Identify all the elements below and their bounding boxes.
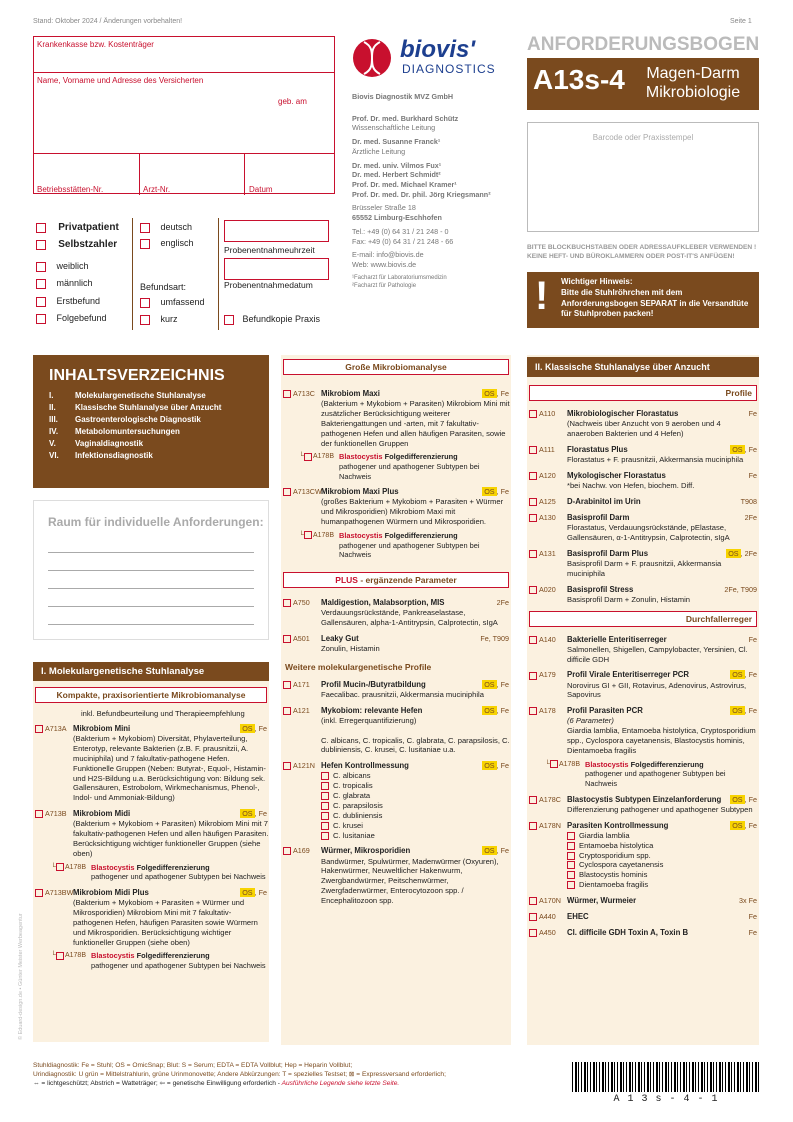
- hefen-option: C. dubliniensis: [321, 811, 511, 821]
- item-a713c[interactable]: A713C OS , Fe Mikrobiom Maxi (Bakterium + Mykobiom + Parasiten) Mikrobiom Mini mit zusätzlicher Berücksichtigung weiterer Bakteriengattungen und -arten, mit 7 fakultativ-pathogenen Hefen und allen häufigen Parasiten, sowie der funktionellen Gruppen: [281, 389, 511, 448]
- umfassend-option[interactable]: umfassend: [140, 297, 205, 308]
- dna-icon: [352, 36, 392, 80]
- toc-item[interactable]: I. Molekulargenetische Stuhlanalyse: [49, 391, 206, 400]
- plus-title: PLUS - ergänzende Parameter: [283, 572, 509, 588]
- checkbox[interactable]: [321, 822, 329, 830]
- lab-info: [352, 92, 512, 290]
- toc-item[interactable]: III. Gastroenterologische Diagnostik: [49, 415, 201, 424]
- checkbox[interactable]: [550, 760, 558, 768]
- form-title: ANFORDERUNGSBOGEN: [527, 34, 760, 55]
- parasit-option: Blastocystis hominis: [567, 870, 759, 880]
- profile-title: Profile: [529, 385, 757, 401]
- lab-p2r: Ärztliche Leitung: [352, 146, 406, 156]
- hefen-list: [321, 771, 511, 840]
- lab-fn2: ²Facharzt für Pathologie: [352, 282, 417, 289]
- checkbox[interactable]: [321, 782, 329, 790]
- legend-line-1: Stuhldiagnostik: Fe = Stuhl; OS = OmicSnap; Blut: S = Serum; EDTA = EDTA Vollblut; Hep = Heparin Vollblut;: [33, 1062, 353, 1069]
- item-a131[interactable]: A131 OS , 2Fe Basisprofil Darm Plus Basisprofil Darm + F. prausnitzii, Akkermansia muciniphila: [527, 549, 759, 579]
- checkbox[interactable]: [304, 453, 312, 461]
- toc-item[interactable]: V. Vaginaldiagnostik: [49, 439, 144, 448]
- form-topic-2: Mikrobiologie: [645, 84, 741, 102]
- checkbox[interactable]: [529, 672, 537, 680]
- checkbox[interactable]: [283, 599, 291, 607]
- item-a501[interactable]: A501 Fe, T909 Leaky Gut Zonulin, Histamin: [281, 634, 511, 654]
- hefen-option: C. tropicalis: [321, 781, 511, 791]
- lab-p6: Prof. Dr. med. Dr. phil. Jörg Kriegsmann²: [352, 189, 491, 199]
- sec3-column: [527, 355, 759, 1045]
- item-a713a[interactable]: A713A OS , Fe Mikrobiom Mini (Bakterium + Mykobiom) Diversität, Phylaverteilung, Enterotyp, relevante Bakterien (z.B. F. prausnitzii, A. muciniphila) und 7 fakultativ-pathogene Hefen. Funktionelle Gruppen (Neben: Butyrat-, Equol-, Histamin- und H2S-Bildung u.a. Berücksichtigung von: Bildung sek. Gallensäuren, Estrobolom, Wirkmechanismus, Phenol-, Indol- und Ammoniak-Bildung): [33, 724, 269, 803]
- item-a020[interactable]: A020 2Fe, T909 Basisprofil Stress Basisprofil Darm + Zonulin, Histamin: [527, 585, 759, 605]
- name-label: Name, Vorname und Adresse des Versicherten: [37, 76, 204, 85]
- geb-label: geb. am: [278, 97, 307, 106]
- englisch-checkbox[interactable]: [140, 239, 150, 249]
- lab-p2: Dr. med. Susanne Franck¹: [352, 137, 441, 147]
- pdatum-field[interactable]: [224, 258, 329, 280]
- lab-web[interactable]: Web: www.biovis.de: [352, 260, 417, 270]
- sec1-sub: Kompakte, praxisorientierte Mikrobiomanalyse: [35, 687, 267, 703]
- weiblich-checkbox[interactable]: [36, 262, 46, 272]
- toc-item[interactable]: VI. Infektionsdiagnostik: [49, 451, 153, 460]
- barcode: [572, 1062, 760, 1092]
- checkbox[interactable]: [283, 390, 291, 398]
- toc-box: [33, 355, 269, 488]
- umfassend-checkbox[interactable]: [140, 298, 150, 308]
- checkbox[interactable]: [283, 847, 291, 855]
- checkbox[interactable]: [283, 635, 291, 643]
- toc-item[interactable]: II. Klassische Stuhlanalyse über Anzucht: [49, 403, 222, 412]
- barcode-label: Barcode oder Praxisstempel: [592, 133, 694, 142]
- checkbox[interactable]: [529, 913, 537, 921]
- hint-content: [561, 277, 753, 320]
- hefen-option: C. krusei: [321, 821, 511, 831]
- item-a171[interactable]: A171 OS , Fe Profil Mucin-/Butyratbildung Faecalibac. prausnitzii, Akkermansia muciniphila: [281, 680, 511, 700]
- hefen-option: C. glabrata: [321, 791, 511, 801]
- maennlich-checkbox[interactable]: [36, 279, 46, 289]
- checkbox[interactable]: [529, 707, 537, 715]
- datum-label: Datum: [249, 185, 273, 194]
- barcode-text: A 1 3 s - 4 - 1: [613, 1094, 719, 1105]
- sec1-note: inkl. Befundbeurteilung und Therapieempfehlung: [81, 709, 245, 718]
- checkbox[interactable]: [529, 550, 537, 558]
- item-a120[interactable]: A120 Fe Mykologischer Florastatus *bei Nachw. von Hefen, biochem. Diff.: [527, 471, 759, 491]
- item-a121[interactable]: A121 OS , Fe Mykobiom: relevante Hefen (inkl. Erregerquantifizierung) C. albicans, C. tropicalis, C. glabrata, C. parapsilosis, C. dubliniensis, C. krusei, C. lusitaniae u.a.: [281, 706, 511, 756]
- lab-p1: Prof. Dr. med. Burkhard Schütz: [352, 113, 459, 123]
- parasiten-list: [567, 831, 759, 890]
- maennlich-option[interactable]: männlich: [36, 278, 93, 289]
- biovis-logo: [352, 36, 512, 86]
- checkbox[interactable]: [529, 586, 537, 594]
- uhrzeit-label: Probenentnahmeuhrzeit: [224, 245, 315, 255]
- lab-p1r: Wissenschaftliche Leitung: [352, 123, 436, 133]
- parasit-option: Entamoeba histolytica: [567, 841, 759, 851]
- lab-p3: Dr. med. univ. Vilmos Fux¹: [352, 160, 442, 170]
- arzt-label: Arzt-Nr.: [143, 185, 171, 194]
- sec3-title: II. Klassische Stuhlanalyse über Anzucht: [527, 357, 759, 377]
- durchfall-title: Durchfallerreger: [529, 611, 757, 627]
- checkbox[interactable]: [567, 861, 575, 869]
- item-a121n[interactable]: A121N OS , Fe Hefen Kontrollmessung C. albicans C. tropicalis C. glabrata C. parapsilosis C. dubliniensis C. krusei C. lusitaniae: [281, 761, 511, 840]
- checkbox[interactable]: [321, 772, 329, 780]
- checkbox[interactable]: [304, 531, 312, 539]
- item-a178b-4[interactable]: └ A178B Blastocystis Folgedifferenzierung pathogener und apathogener Subtypen bei Nachweis: [299, 531, 480, 560]
- checkbox[interactable]: [529, 796, 537, 804]
- parasit-option: Cyclospora cayetanensis: [567, 860, 759, 870]
- raum-box[interactable]: [33, 500, 269, 640]
- checkbox[interactable]: [529, 410, 537, 418]
- hefen-option: C. parapsilosis: [321, 801, 511, 811]
- form-topic-1: Magen-Darm: [646, 65, 740, 82]
- hint-text: Bitte die Stuhlröhrchen mit dem Anforderungsbogen SEPARAT in die Versandtüte für Stuhlproben packen!: [561, 287, 749, 319]
- checkbox[interactable]: [321, 802, 329, 810]
- privat-option[interactable]: Privatpatient: [36, 222, 119, 233]
- checkbox[interactable]: [283, 681, 291, 689]
- options-area: [33, 200, 335, 330]
- lab-p4: Dr. med. Herbert Schmidt²: [352, 170, 441, 180]
- deutsch-checkbox[interactable]: [140, 223, 150, 233]
- kopie-checkbox[interactable]: [224, 315, 234, 325]
- stand-text: Stand: Oktober 2024 / Änderungen vorbehalten!: [33, 18, 183, 25]
- barcode-stamp-field[interactable]: [527, 122, 759, 232]
- lab-p5: Prof. Dr. med. Michael Kramer¹: [352, 180, 457, 190]
- toc-item[interactable]: IV. Metabolomuntersuchungen: [49, 427, 180, 436]
- toc-title: INHALTSVERZEICHNIS: [49, 367, 225, 384]
- checkbox[interactable]: [529, 514, 537, 522]
- form-code-box: [527, 58, 759, 110]
- checkbox[interactable]: [321, 812, 329, 820]
- raum-title: Raum für individuelle Anforderungen:: [48, 515, 264, 529]
- checkbox[interactable]: [35, 810, 43, 818]
- item-a178c[interactable]: A178C OS , Fe Blastocystis Subtypen Einzelanforderung Differenzierung pathogener und apathogener Subtypen: [527, 795, 759, 815]
- checkbox[interactable]: [321, 832, 329, 840]
- checkbox[interactable]: [529, 822, 537, 830]
- sec2-column: [281, 355, 511, 1045]
- lab-mail[interactable]: E-mail: info@biovis.de: [352, 250, 424, 260]
- item-a110[interactable]: A110 Fe Mikrobiologischer Florastatus (Nachweis über Anzucht von 9 aeroben und 4 anaeroben Bakterien und 4 Hefen): [527, 409, 759, 439]
- checkbox[interactable]: [529, 636, 537, 644]
- checkbox[interactable]: [529, 897, 537, 905]
- kurz-option[interactable]: kurz: [140, 314, 178, 325]
- selbst-checkbox[interactable]: [36, 240, 46, 250]
- notice-text: BITTE BLOCKBUCHSTABEN ODER ADRESSAUFKLEBER VERWENDEN ! KEINE HEFT- UND BÜROKLAMMERN ODER POST-IT'S ANFÜGEN!: [527, 244, 757, 261]
- legend-line-3: ⇔ = lichtgeschützt; Abstrich = Watteträger; ⇦ = genetische Einwilligung erforderlich - Ausführliche Legende siehe letzte Seite.: [33, 1079, 400, 1087]
- parasit-option: Cryptosporidium spp.: [567, 851, 759, 861]
- lab-addr1: Brüsseler Straße 18: [352, 203, 416, 213]
- patient-box[interactable]: [33, 36, 335, 194]
- pdatum-label: Probenentnahmedatum: [224, 280, 313, 290]
- kasse-label: Krankenkasse bzw. Kostenträger: [37, 40, 154, 49]
- checkbox[interactable]: [567, 832, 575, 840]
- checkbox[interactable]: [567, 881, 575, 889]
- weitere-title: Weitere molekulargenetische Profile: [285, 661, 432, 672]
- sec1-title: I. Molekulargenetische Stuhlanalyse: [33, 662, 269, 681]
- checkbox[interactable]: [529, 498, 537, 506]
- side-credit: © Eduard-design.de • Günter Meister Werbeagentur: [18, 913, 24, 1040]
- item-a179[interactable]: A179 OS , Fe Profil Virale Enteritiserreger PCR Norovirus GI + GII, Rotavirus, Adenovirus, Astrovirus, Sapovirus: [527, 670, 759, 700]
- item-a713cw[interactable]: A713CW OS , Fe Mikrobiom Maxi Plus (großes Bakterium + Mykobiom + Parasiten + Würmer und Mikrosporidien) Mikrobiom Maxi mit humanpathogenen Würmern und Mikrosporidien.: [281, 487, 511, 527]
- logo-sub: DIAGNOSTICS: [402, 62, 496, 76]
- item-a713b[interactable]: A713B OS , Fe Mikrobiom Midi (Bakterium + Mykobiom + Parasiten) Mikrobiom Mini mit 7 fakultativ-pathogenen Hefen und allen häufigen Parasiten. Berücksichtigung wichtiger funktioneller Gruppen (siehe oben): [33, 809, 269, 859]
- checkbox[interactable]: [321, 792, 329, 800]
- form-code: A13s-4: [533, 64, 625, 95]
- item-a178b-3[interactable]: └ A178B Blastocystis Folgedifferenzierung pathogener und apathogener Subtypen bei Nachweis: [299, 452, 480, 481]
- hefen-option: C. lusitaniae: [321, 831, 511, 841]
- item-a178b-5[interactable]: └ A178B Blastocystis Folgedifferenzierung pathogener und apathogener Subtypen bei Nachweis: [545, 759, 726, 789]
- form-topic: [631, 64, 755, 102]
- checkbox[interactable]: [567, 842, 575, 850]
- befundart-label: Befundsart:: [140, 282, 187, 292]
- checkbox[interactable]: [35, 725, 43, 733]
- deutsch-option[interactable]: deutsch: [140, 222, 192, 233]
- checkbox[interactable]: [56, 863, 64, 871]
- legend-line-2: Urindiagnostik: U grün = Mittelstrahlurin, grüne Urinmonovette; Andere Abkürzungen: T = spezielles Testset; ⊠ = Expressversand erforderlich;: [33, 1070, 446, 1078]
- lab-fn1: ¹Facharzt für Laboratoriumsmedizin: [352, 274, 447, 281]
- warning-icon: !: [535, 274, 549, 318]
- checkbox[interactable]: [529, 446, 537, 454]
- item-a170n[interactable]: A170N 3x Fe Würmer, Wurmeier: [527, 896, 759, 906]
- item-a111[interactable]: A111 OS , Fe Florastatus Plus Florastatus + F. prausnitzii, Akkermansia muciniphila: [527, 445, 759, 465]
- checkbox[interactable]: [283, 762, 291, 770]
- checkbox[interactable]: [283, 707, 291, 715]
- erstbefund-checkbox[interactable]: [36, 297, 46, 307]
- checkbox[interactable]: [529, 929, 537, 937]
- item-a125[interactable]: A125 T908 D-Arabinitol im Urin: [527, 497, 759, 507]
- item-a440[interactable]: A440 Fe EHEC: [527, 912, 759, 922]
- checkbox[interactable]: [567, 871, 575, 879]
- weiblich-option[interactable]: weiblich: [36, 261, 89, 272]
- item-a130[interactable]: A130 2Fe Basisprofil Darm Florastatus, Verdauungsrückstände, pElastase, Gallensäuren, α-1-Antitrypsin, Calprotectin, sIgA: [527, 513, 759, 543]
- checkbox[interactable]: [567, 852, 575, 860]
- sec2-title: Große Mikrobiomanalyse: [283, 359, 509, 375]
- page-number: Seite 1: [730, 18, 752, 25]
- kopie-option[interactable]: Befundkopie Praxis: [224, 314, 320, 325]
- selbst-option[interactable]: Selbstzahler: [36, 239, 117, 250]
- kurz-checkbox[interactable]: [140, 315, 150, 325]
- checkbox[interactable]: [283, 488, 291, 496]
- uhrzeit-field[interactable]: [224, 220, 329, 242]
- item-a713bw[interactable]: A713BW OS , Fe Mikrobiom Midi Plus (Bakterium + Mykobiom + Parasiten + Würmer und Mikrosporidien) Mikrobiom Mini mit 7 fakultativ-pathogenen Hefen, häufigen Parasiten sowie Würmern und Mikrosporidien. Berücksichtigung wichtiger funktioneller Gruppen (siehe oben): [33, 888, 269, 947]
- lab-addr2: 65552 Limburg-Eschhofen: [352, 213, 442, 223]
- hint-box: [527, 272, 759, 328]
- checkbox[interactable]: [529, 472, 537, 480]
- bsnr-label: Betriebsstätten-Nr.: [37, 185, 104, 194]
- hint-title: Wichtiger Hinweis:: [561, 277, 633, 286]
- lab-fax: Fax: +49 (0) 64 31 / 21 248 - 66: [352, 236, 454, 246]
- sec1-column: [33, 662, 269, 1042]
- checkbox[interactable]: [56, 952, 64, 960]
- parasit-option: Dientamoeba fragilis: [567, 880, 759, 890]
- item-a178b[interactable]: └ A178B Blastocystis Folgedifferenzierung pathogener und apathogener Subtypen bei Nachweis: [51, 862, 266, 882]
- item-a140[interactable]: A140 Fe Bakterielle Enteritiserreger Salmonellen, Shigellen, Campylobacter, Yersinien, Cl. difficile GDH: [527, 635, 759, 665]
- item-a178[interactable]: A178 OS , Fe Profil Parasiten PCR (6 Parameter) Giardia lamblia, Entamoeba histolytica, Cryptosporidium spp., Cyclospora cayetanensis, Blastocystis hominis, Dientamoeba fragilis: [527, 706, 759, 756]
- item-a178n[interactable]: A178N OS , Fe Parasiten Kontrollmessung Giardia lamblia Entamoeba histolytica Cryptosporidium spp. Cyclospora cayetanensis Blastocystis hominis Dientamoeba fragilis: [527, 821, 759, 890]
- item-a178b-2[interactable]: └ A178B Blastocystis Folgedifferenzierung pathogener und apathogener Subtypen bei Nachweis: [51, 951, 266, 970]
- legend: [33, 1062, 553, 1089]
- folgebefund-option[interactable]: Folgebefund: [36, 313, 107, 324]
- englisch-option[interactable]: englisch: [140, 238, 194, 249]
- folgebefund-checkbox[interactable]: [36, 314, 46, 324]
- item-a450[interactable]: A450 Fe Cl. difficile GDH Toxin A, Toxin B: [527, 928, 759, 938]
- privat-checkbox[interactable]: [36, 223, 46, 233]
- logo-name: biovis': [400, 36, 476, 63]
- erstbefund-option[interactable]: Erstbefund: [36, 296, 100, 307]
- hefen-option: C. albicans: [321, 771, 511, 781]
- parasit-option: Giardia lamblia: [567, 831, 759, 841]
- item-a169[interactable]: A169 OS , Fe Würmer, Mikrosporidien Bandwürmer, Spulwürmer, Madenwürmer (Oxyuren), Hakenwürmer, Neuweltlicher Hakenwurm, Zwergbandwürmer, Peitschenwürmer, Zwergfadenwürmer, Enterocytozoon spp. / Encephalitozoon spp.: [281, 846, 511, 905]
- item-a750[interactable]: A750 2Fe Maldigestion, Malabsorption, MIS Verdauungsrückstände, Pankreaselastase, Gallensäuren, alpha-1-Antitrypsin, Calprotectin, sIgA: [281, 598, 511, 628]
- checkbox[interactable]: [35, 889, 43, 897]
- lab-title: Biovis Diagnostik MVZ GmbH: [352, 92, 454, 101]
- toc-list: [49, 391, 269, 460]
- lab-tel: Tel.: +49 (0) 64 31 / 21 248 - 0: [352, 226, 449, 236]
